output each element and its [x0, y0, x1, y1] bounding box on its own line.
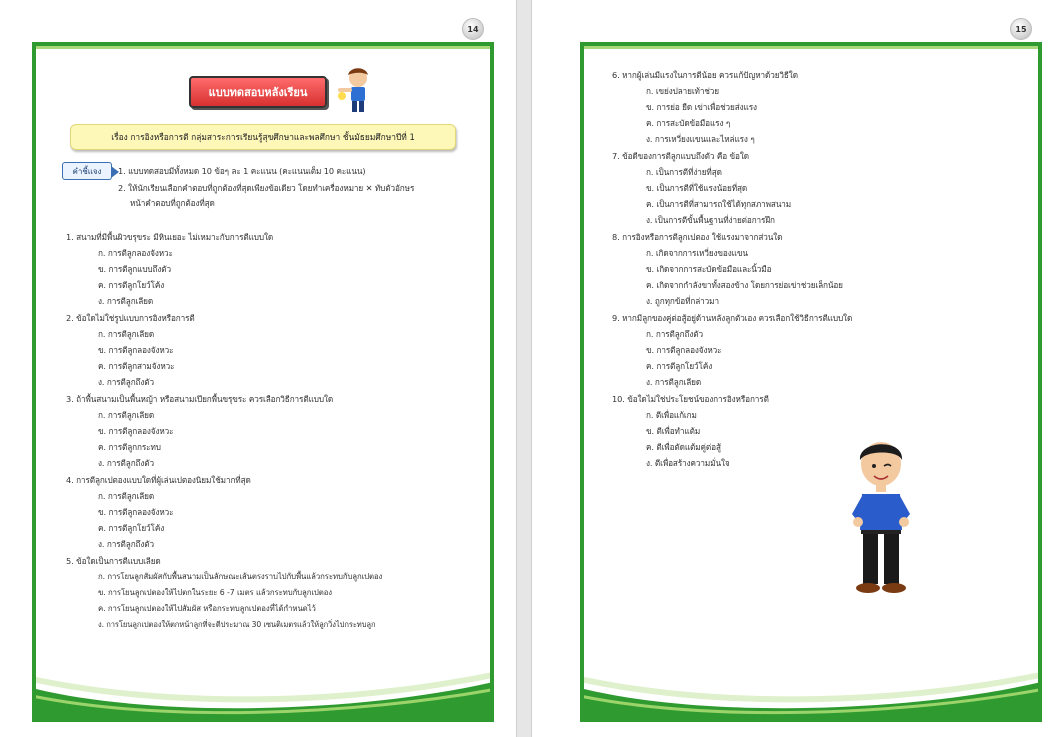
- answer-choice[interactable]: ง. การตีลูกถึงตัว: [98, 539, 155, 549]
- left-page: [0, 0, 516, 737]
- question-text: 4. การตีลูกเปตองแบบใดที่ผู้เล่นเปตองนิยมใช้มากที่สุด: [66, 475, 251, 485]
- answer-choice[interactable]: ง. เป็นการตีขั้นพื้นฐานที่ง่ายต่อการฝึก: [646, 215, 775, 225]
- page-number-badge: 14: [462, 18, 484, 40]
- answer-choice[interactable]: ค. การตีลูกโยว์โค้ง: [98, 280, 165, 290]
- question-text: 10. ข้อใดไม่ใช่ประโยชน์ของการอิงหรือการตี: [612, 394, 769, 404]
- answer-choice[interactable]: ก. การตีลูกลองจังหวะ: [98, 248, 173, 258]
- answer-choice[interactable]: ข. การย่อ ยืด เข่าเพื่อช่วยส่งแรง: [646, 102, 757, 112]
- answer-choice[interactable]: ก. การโยนลูกสัมผัสกับพื้นสนามเป็นลักษณะเส้นตรงราบไปกับพื้นแล้วกระทบกับลูกเปตอง: [98, 572, 383, 581]
- answer-choice[interactable]: ค. เป็นการตีที่สามารถใช้ได้ทุกสภาพสนาม: [646, 199, 792, 209]
- answer-choice[interactable]: ง. การตีลูกเลียด: [646, 377, 702, 387]
- answer-choice[interactable]: ค. ตีเพื่อตัดแต้มคู่ต่อสู้: [646, 442, 721, 452]
- answer-choice[interactable]: ก. เป็นการตีที่ง่ายที่สุด: [646, 167, 722, 177]
- question-text: 3. ถ้าพื้นสนามเป็นพื้นหญ้า หรือสนามเปียกพื้นขรุขระ ควรเลือกวิธีการตีแบบใด: [66, 394, 334, 404]
- answer-choice[interactable]: ง. การเหวี่ยงแขนและไหล่แรง ๆ: [646, 134, 755, 144]
- instruction-line: 2. ให้นักเรียนเลือกคำตอบที่ถูกต้องที่สุดเพียงข้อเดียว โดยทำเครื่องหมาย ✕ ทับตัวอักษร: [118, 183, 415, 193]
- answer-choice[interactable]: ง. ตีเพื่อสร้างความมั่นใจ: [646, 458, 730, 468]
- cartoon-boy-icon: [334, 66, 376, 114]
- answer-choice[interactable]: ง. การโยนลูกเปตองให้ตกหน้าลูกที่จะตีประมาณ 30 เซนติเมตรแล้วให้ลูกวิ่งไปกระทบลูก: [98, 620, 376, 629]
- answer-choice[interactable]: ค. การตีลูกโยว์โค้ง: [98, 523, 165, 533]
- answer-choice[interactable]: ก. การตีลูกเลียด: [98, 329, 155, 339]
- page-title: แบบทดสอบหลังเรียน: [189, 76, 327, 108]
- answer-choice[interactable]: ข. การตีลูกแบบถึงตัว: [98, 264, 171, 274]
- answer-choice[interactable]: ค. เกิดจากกำลังขาทั้งสองข้าง โดยการย่อเข่าช่วยเล็กน้อย: [646, 280, 843, 290]
- answer-choice[interactable]: ค. การโยนลูกเปตองให้ไปสัมผัส หรือกระทบลูกเปตองที่ได้กำหนดไว้: [98, 604, 316, 613]
- answer-choice[interactable]: ค. การตีลูกโยว์โค้ง: [646, 361, 713, 371]
- question-text: 6. หากผู้เล่นมีแรงในการตีน้อย ควรแก้ปัญหาด้วยวิธีใด: [612, 70, 798, 80]
- answer-choice[interactable]: ก. การตีลูกเลียด: [98, 491, 155, 501]
- answer-choice[interactable]: ข. การตีลูกลองจังหวะ: [98, 426, 174, 436]
- answer-choice[interactable]: ก. การตีลูกถึงตัว: [646, 329, 703, 339]
- answer-choice[interactable]: ค. การสะบัดข้อมือแรง ๆ: [646, 118, 731, 128]
- question-text: 8. การอิงหรือการตีลูกเปตอง ใช้แรงมาจากส่วนใด: [612, 232, 783, 242]
- question-text: 2. ข้อใดไม่ใช่รูปแบบการอิงหรือการตี: [66, 313, 195, 323]
- right-page: [532, 0, 1052, 737]
- answer-choice[interactable]: ข. การตีลูกลองจังหวะ: [98, 507, 174, 517]
- answer-choice[interactable]: ง. การตีลูกถึงตัว: [98, 458, 155, 468]
- question-text: 9. หากมีลูกของคู่ต่อสู้อยู่ด้านหลังลูกตัวเอง ควรเลือกใช้วิธีการตีแบบใด: [612, 313, 853, 323]
- cartoon-teacher-icon: [846, 438, 916, 594]
- answer-choice[interactable]: ค. การตีลูกกระทบ: [98, 442, 161, 452]
- instruction-line: 1. แบบทดสอบมีทั้งหมด 10 ข้อๆ ละ 1 คะแนน (คะแนนเต็ม 10 คะแนน): [118, 166, 366, 176]
- answer-choice[interactable]: ง. การตีลูกถึงตัว: [98, 377, 155, 387]
- answer-choice[interactable]: ข. ตีเพื่อทำแต้ม: [646, 426, 701, 436]
- answer-choice[interactable]: ข. การตีลูกลองจังหวะ: [646, 345, 722, 355]
- instructions-label: คำชี้แจง: [62, 162, 112, 180]
- page-number-badge: 15: [1010, 18, 1032, 40]
- question-text: 7. ข้อดีของการตีลูกแบบถึงตัว คือ ข้อใด: [612, 151, 749, 161]
- answer-choice[interactable]: ข. การตีลูกลองจังหวะ: [98, 345, 174, 355]
- subject-bar: เรื่อง การอิงหรือการตี กลุ่มสาระการเรียนรู้สุขศึกษาและพลศึกษา ชั้นมัธยมศึกษาปีที่ 1: [70, 124, 456, 150]
- answer-choice[interactable]: ก. การตีลูกเลียด: [98, 410, 155, 420]
- question-text: 1. สนามที่มีพื้นผิวขรุขระ มีหินเยอะ ไม่เหมาะกับการตีแบบใด: [66, 232, 274, 242]
- answer-choice[interactable]: ข. การโยนลูกเปตองให้ไปตกในระยะ 6 -7 เมตร แล้วกระทบกับลูกเปตอง: [98, 588, 333, 597]
- question-text: 5. ข้อใดเป็นการตีแบบเลียด: [66, 556, 161, 566]
- answer-choice[interactable]: ง. ถูกทุกข้อที่กล่าวมา: [646, 296, 719, 306]
- answer-choice[interactable]: ก. ตีเพื่อแก้เกม: [646, 410, 697, 420]
- instruction-line: หน้าคำตอบที่ถูกต้องที่สุด: [130, 198, 215, 208]
- answer-choice[interactable]: ง. การตีลูกเลียด: [98, 296, 154, 306]
- answer-choice[interactable]: ข. เป็นการตีที่ใช้แรงน้อยที่สุด: [646, 183, 748, 193]
- book-gutter: [516, 0, 532, 737]
- answer-choice[interactable]: ก. เกิดจากการเหวี่ยงของแขน: [646, 248, 748, 258]
- answer-choice[interactable]: ค. การตีลูกสามจังหวะ: [98, 361, 175, 371]
- answer-choice[interactable]: ข. เกิดจากการสะบัดข้อมือและนิ้วมือ: [646, 264, 772, 274]
- answer-choice[interactable]: ก. เขย่งปลายเท้าช่วย: [646, 86, 720, 96]
